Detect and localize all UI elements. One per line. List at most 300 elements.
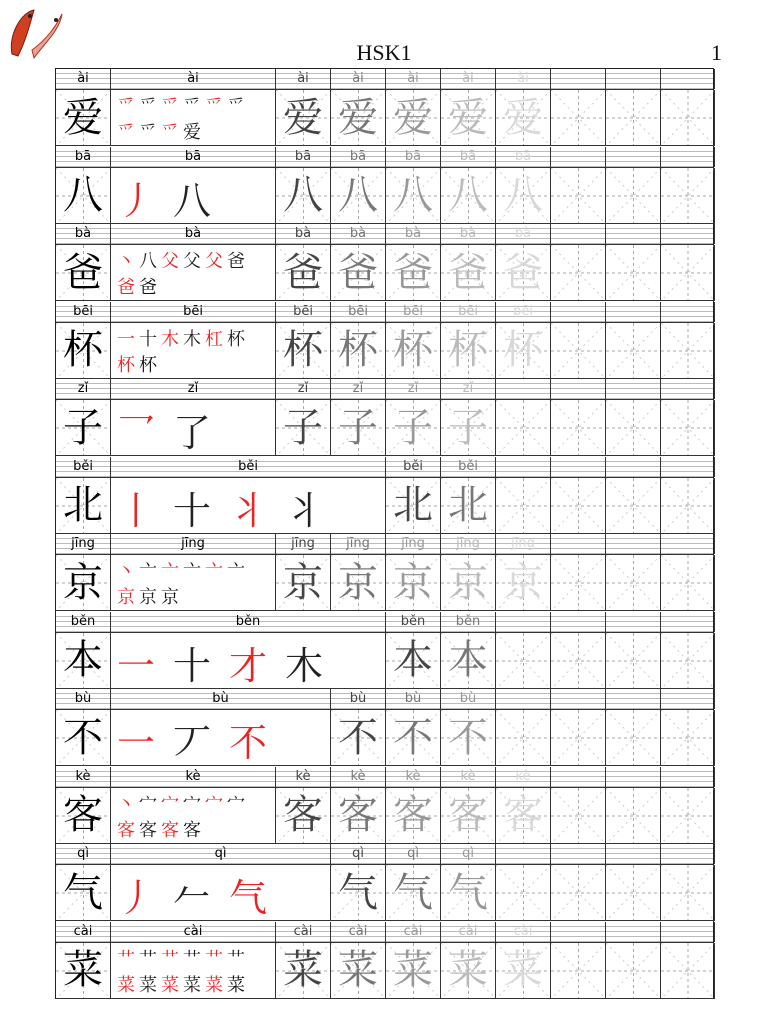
tracing-character: 气 (393, 869, 433, 916)
stroke-step: 一 (117, 721, 156, 765)
pinyin-blank[interactable] (606, 302, 661, 322)
stroke-step: 菜 (205, 974, 223, 996)
empty-writing-cell[interactable] (661, 633, 715, 689)
stroke-order-cell (111, 710, 331, 766)
tracing-cell (331, 245, 386, 301)
pinyin-label: běi (386, 457, 441, 477)
tracing-character: 杯 (338, 327, 378, 373)
empty-writing-cell[interactable] (606, 478, 661, 534)
tracing-character: 爸 (503, 249, 543, 296)
tracing-cell (386, 788, 441, 844)
pinyin-label: jīng (111, 534, 276, 554)
tracing-character: 爸 (448, 249, 488, 296)
pinyin-blank[interactable] (606, 457, 661, 477)
tracing-cell (386, 90, 441, 146)
stroke-step: 亠 (227, 561, 245, 582)
pinyin-blank[interactable] (551, 302, 606, 322)
stroke-step: 才 (229, 643, 268, 688)
pinyin-label: kè (386, 767, 441, 787)
empty-writing-cell[interactable] (551, 710, 606, 766)
empty-writing-cell[interactable] (606, 633, 661, 689)
pinyin-label: jīng (276, 534, 331, 554)
tracing-cell (441, 788, 496, 844)
practice-row (56, 922, 713, 999)
character-cell (56, 323, 111, 379)
stroke-step: 十 (173, 643, 212, 688)
tracing-character: 八 (503, 172, 543, 218)
tracing-character: 爱 (393, 94, 433, 141)
stroke-step: 客 (139, 819, 157, 841)
pinyin-blank[interactable] (551, 922, 606, 942)
pinyin-label: bà (441, 224, 496, 244)
stroke-order-cell (111, 323, 276, 379)
pinyin-blank[interactable] (551, 224, 606, 244)
practice-row (56, 224, 713, 301)
pinyin-blank[interactable] (606, 612, 661, 632)
pinyin-blank[interactable] (551, 457, 606, 477)
practice-row (56, 844, 713, 921)
tracing-cell (441, 943, 496, 999)
tracing-cell (331, 168, 386, 224)
stroke-step: 丿 (117, 876, 156, 920)
empty-writing-cell[interactable] (551, 865, 606, 921)
stroke-step: 爫 (117, 122, 135, 143)
model-character: 不 (63, 714, 103, 761)
empty-writing-cell[interactable] (661, 323, 715, 379)
empty-writing-cell[interactable] (551, 90, 606, 146)
stroke-step: 亠 (205, 561, 223, 582)
stroke-step: 杯 (117, 354, 135, 376)
pinyin-label: běi (441, 457, 496, 477)
practice-row (56, 147, 713, 224)
stroke-step: 父 (161, 251, 179, 272)
stroke-step: 宀 (139, 793, 157, 815)
pinyin-label: bù (111, 689, 331, 709)
pinyin-blank[interactable] (661, 457, 715, 477)
pinyin-blank[interactable] (496, 457, 551, 477)
pinyin-blank[interactable] (661, 224, 715, 244)
tracing-character: 客 (393, 792, 433, 838)
pinyin-blank[interactable] (661, 379, 715, 399)
pinyin-blank[interactable] (551, 689, 606, 709)
tracing-cell (441, 478, 496, 534)
tracing-character: 北 (448, 482, 488, 528)
model-character: 菜 (63, 947, 103, 993)
pinyin-label: cài (496, 922, 551, 942)
pinyin-label: bà (111, 224, 276, 244)
stroke-order-cell (111, 865, 331, 921)
pinyin-blank[interactable] (606, 69, 661, 89)
pinyin-label: jīng (56, 534, 111, 554)
tracing-character: 杯 (448, 327, 488, 373)
stroke-step: 菜 (117, 974, 135, 996)
tracing-cell (276, 555, 331, 611)
stroke-step: 艹 (205, 948, 223, 970)
tracing-cell (386, 943, 441, 999)
stroke-step: 艹 (161, 948, 179, 970)
tracing-cell (276, 245, 331, 301)
stroke-step: 爫 (205, 96, 223, 117)
tracing-cell (331, 710, 386, 766)
character-cell (56, 168, 111, 224)
pinyin-label: bù (386, 689, 441, 709)
pinyin-blank[interactable] (551, 612, 606, 632)
pinyin-label: cài (386, 922, 441, 942)
tracing-character: 本 (448, 637, 488, 683)
tracing-cell (386, 168, 441, 224)
tracing-cell (441, 400, 496, 456)
pinyin-label: jīng (496, 534, 551, 554)
stroke-order-cell (111, 478, 386, 534)
pinyin-blank[interactable] (661, 69, 715, 89)
empty-writing-cell[interactable] (606, 865, 661, 921)
empty-writing-cell[interactable] (606, 90, 661, 146)
character-cell (56, 245, 111, 301)
tracing-cell (386, 478, 441, 534)
stroke-step: 亠 (139, 561, 157, 582)
tracing-character: 爱 (503, 94, 543, 141)
tracing-character: 八 (393, 172, 433, 218)
empty-writing-cell[interactable] (661, 90, 715, 146)
pinyin-label: kè (496, 767, 551, 787)
pinyin-label: bēi (276, 302, 331, 322)
tracing-character: 爱 (448, 94, 488, 141)
empty-writing-cell[interactable] (606, 710, 661, 766)
tracing-character: 子 (338, 404, 378, 451)
tracing-cell (331, 555, 386, 611)
empty-writing-cell[interactable] (551, 478, 606, 534)
empty-writing-cell[interactable] (551, 323, 606, 379)
tracing-cell (331, 943, 386, 999)
pinyin-label: jīng (386, 534, 441, 554)
pinyin-label: bā (111, 147, 276, 167)
stroke-step: 客 (117, 819, 135, 841)
tracing-cell (496, 168, 551, 224)
pinyin-label: bēi (111, 302, 276, 322)
page-number: 1 (711, 40, 722, 65)
empty-writing-cell[interactable] (661, 555, 715, 611)
tracing-cell (496, 788, 551, 844)
tracing-cell (276, 168, 331, 224)
pinyin-blank[interactable] (661, 147, 715, 167)
stroke-order-cell (111, 788, 276, 844)
tracing-cell (386, 865, 441, 921)
practice-row (56, 767, 713, 844)
pinyin-label: bù (56, 689, 111, 709)
pinyin-label: bā (56, 147, 111, 167)
pinyin-blank[interactable] (606, 767, 661, 787)
tracing-cell (496, 245, 551, 301)
character-cell (56, 865, 111, 921)
pinyin-label: ài (441, 69, 496, 89)
pinyin-label: bù (441, 689, 496, 709)
tracing-character: 京 (338, 559, 378, 606)
tracing-character: 京 (503, 559, 543, 606)
pinyin-blank[interactable] (496, 612, 551, 632)
pinyin-blank[interactable] (606, 534, 661, 554)
stroke-step: 了 (173, 411, 212, 455)
model-character: 爸 (63, 249, 103, 296)
empty-writing-cell[interactable] (551, 555, 606, 611)
empty-writing-cell[interactable] (661, 400, 715, 456)
pinyin-label: cài (56, 922, 111, 942)
empty-writing-cell[interactable] (606, 168, 661, 224)
tracing-character: 客 (503, 792, 543, 838)
pinyin-blank[interactable] (661, 302, 715, 322)
pinyin-label: kè (56, 767, 111, 787)
tracing-cell (276, 323, 331, 379)
stroke-step: 木 (183, 328, 201, 350)
pinyin-label: bù (331, 689, 386, 709)
empty-writing-cell[interactable] (661, 168, 715, 224)
tracing-character: 菜 (338, 947, 378, 993)
pinyin-blank[interactable] (661, 922, 715, 942)
pinyin-label: qì (111, 844, 331, 864)
stroke-step: 八 (139, 251, 157, 272)
stroke-step: 八 (173, 178, 212, 223)
pinyin-label: bà (56, 224, 111, 244)
model-character: 本 (63, 637, 103, 683)
practice-row (56, 379, 713, 456)
empty-writing-cell[interactable] (661, 478, 715, 534)
pinyin-label: qì (441, 844, 496, 864)
pinyin-blank[interactable] (606, 922, 661, 942)
tracing-cell (496, 943, 551, 999)
empty-writing-cell[interactable] (661, 245, 715, 301)
tracing-cell (386, 710, 441, 766)
stroke-step: 爸 (117, 277, 135, 298)
pinyin-blank[interactable] (661, 767, 715, 787)
empty-writing-cell[interactable] (606, 943, 661, 999)
stroke-step: 宀 (227, 793, 245, 815)
stroke-step: 爫 (183, 96, 201, 117)
model-character: 京 (63, 559, 103, 606)
pinyin-label: cài (276, 922, 331, 942)
tracing-character: 爱 (338, 94, 378, 141)
empty-writing-cell[interactable] (551, 168, 606, 224)
tracing-character: 本 (393, 637, 433, 683)
stroke-step: 艹 (139, 948, 157, 970)
stroke-step: 菜 (139, 974, 157, 996)
practice-row (56, 457, 713, 534)
model-character: 子 (63, 404, 103, 451)
tracing-cell (386, 323, 441, 379)
tracing-character: 八 (283, 172, 323, 218)
stroke-step: 父 (183, 251, 201, 272)
pinyin-blank[interactable] (551, 844, 606, 864)
empty-writing-cell[interactable] (606, 400, 661, 456)
stroke-step: 丶 (117, 251, 135, 272)
character-cell (56, 633, 111, 689)
empty-writing-cell[interactable] (551, 943, 606, 999)
tracing-character: 爸 (393, 249, 433, 296)
pinyin-blank[interactable] (606, 379, 661, 399)
stroke-step: 爫 (161, 122, 179, 143)
pinyin-blank[interactable] (661, 689, 715, 709)
empty-writing-cell[interactable] (661, 788, 715, 844)
empty-writing-cell[interactable] (661, 865, 715, 921)
empty-writing-cell[interactable] (551, 245, 606, 301)
tracing-cell (386, 245, 441, 301)
tracing-cell (276, 788, 331, 844)
tracing-cell (331, 788, 386, 844)
pinyin-blank[interactable] (551, 69, 606, 89)
empty-writing-cell[interactable] (551, 633, 606, 689)
pinyin-label: bā (331, 147, 386, 167)
stroke-order-cell (111, 555, 276, 611)
tracing-character: 不 (448, 714, 488, 761)
pinyin-blank[interactable] (551, 379, 606, 399)
stroke-step: 客 (161, 819, 179, 841)
pinyin-blank[interactable] (496, 844, 551, 864)
practice-row (56, 612, 713, 689)
pinyin-blank[interactable] (606, 689, 661, 709)
practice-row (56, 69, 713, 146)
tracing-cell (331, 400, 386, 456)
stroke-step: 丆 (173, 721, 212, 765)
tracing-character: 八 (338, 172, 378, 218)
pinyin-label: zǐ (56, 379, 111, 399)
pinyin-blank[interactable] (551, 767, 606, 787)
stroke-step: 爱 (183, 122, 201, 143)
pinyin-blank[interactable] (551, 147, 606, 167)
character-cell (56, 478, 111, 534)
pinyin-label: qì (56, 844, 111, 864)
tracing-character: 菜 (283, 947, 323, 993)
pinyin-label: bēi (441, 302, 496, 322)
pinyin-label: ài (276, 69, 331, 89)
empty-writing-cell[interactable] (661, 710, 715, 766)
empty-writing-cell[interactable] (551, 788, 606, 844)
tracing-cell (441, 245, 496, 301)
stroke-step: 京 (117, 587, 135, 608)
tracing-character: 杯 (503, 327, 543, 373)
pinyin-label: cài (331, 922, 386, 942)
tracing-character: 爸 (283, 249, 323, 296)
stroke-step: 一 (117, 328, 135, 350)
empty-writing-cell[interactable] (496, 478, 551, 534)
stroke-order-cell (111, 633, 386, 689)
stroke-step: 菜 (183, 974, 201, 996)
pinyin-label: ài (331, 69, 386, 89)
stroke-step: 丨 (117, 488, 156, 533)
tracing-cell (276, 90, 331, 146)
stroke-step: 木 (285, 643, 324, 688)
character-cell (56, 400, 111, 456)
empty-writing-cell[interactable] (606, 555, 661, 611)
tracing-character: 爱 (283, 94, 323, 141)
stroke-step: 𠂉 (173, 876, 212, 920)
tracing-character: 爸 (338, 249, 378, 296)
empty-writing-cell[interactable] (496, 633, 551, 689)
tracing-cell (441, 168, 496, 224)
stroke-step: 十 (139, 328, 157, 350)
tracing-cell (276, 400, 331, 456)
pinyin-blank[interactable] (661, 534, 715, 554)
pinyin-label: bā (496, 147, 551, 167)
empty-writing-cell[interactable] (606, 323, 661, 379)
tracing-character: 菜 (393, 947, 433, 993)
pinyin-label: ài (386, 69, 441, 89)
empty-writing-cell[interactable] (496, 400, 551, 456)
tracing-character: 菜 (448, 947, 488, 993)
tracing-character: 气 (338, 869, 378, 916)
stroke-step: 十 (173, 488, 212, 533)
tracing-character: 杯 (283, 327, 323, 373)
stroke-order-cell (111, 168, 276, 224)
pinyin-blank[interactable] (496, 379, 551, 399)
stroke-step: 亠 (161, 561, 179, 582)
tracing-character: 子 (448, 404, 488, 451)
tracing-character: 不 (338, 714, 378, 761)
pinyin-label: bēi (386, 302, 441, 322)
empty-writing-cell[interactable] (606, 788, 661, 844)
stroke-order-cell (111, 90, 276, 146)
tracing-cell (496, 323, 551, 379)
stroke-step: 爫 (161, 96, 179, 117)
pinyin-label: běi (111, 457, 386, 477)
stroke-step: 杯 (227, 328, 245, 350)
pinyin-label: bà (331, 224, 386, 244)
stroke-step: 爸 (227, 251, 245, 272)
empty-writing-cell[interactable] (661, 943, 715, 999)
character-cell (56, 90, 111, 146)
pinyin-label: kè (331, 767, 386, 787)
empty-writing-cell[interactable] (551, 400, 606, 456)
pinyin-blank[interactable] (606, 224, 661, 244)
tracing-cell (441, 710, 496, 766)
character-cell (56, 555, 111, 611)
character-cell (56, 710, 111, 766)
stroke-step: 丶 (117, 561, 135, 582)
pinyin-label: ài (56, 69, 111, 89)
stroke-order-cell (111, 400, 276, 456)
stroke-order-cell (111, 943, 276, 999)
tracing-cell (331, 323, 386, 379)
empty-writing-cell[interactable] (606, 245, 661, 301)
tracing-character: 子 (283, 404, 323, 451)
stroke-step: 艹 (117, 948, 135, 970)
pinyin-label: kè (276, 767, 331, 787)
pinyin-blank[interactable] (661, 612, 715, 632)
model-character: 爱 (63, 94, 103, 141)
pinyin-label: bà (386, 224, 441, 244)
practice-row (56, 534, 713, 611)
pinyin-blank[interactable] (496, 689, 551, 709)
pinyin-blank[interactable] (661, 844, 715, 864)
tracing-cell (496, 90, 551, 146)
tracing-character: 京 (448, 559, 488, 606)
practice-sheet (55, 68, 714, 999)
stroke-step: 气 (229, 876, 268, 920)
tracing-cell (386, 633, 441, 689)
empty-writing-cell[interactable] (496, 865, 551, 921)
pinyin-blank[interactable] (551, 534, 606, 554)
tracing-cell (441, 555, 496, 611)
pinyin-label: zǐ (276, 379, 331, 399)
pinyin-blank[interactable] (606, 844, 661, 864)
model-character: 客 (63, 792, 103, 838)
tracing-character: 客 (448, 792, 488, 838)
pinyin-blank[interactable] (606, 147, 661, 167)
stroke-step: 爫 (117, 96, 135, 117)
tracing-cell (386, 555, 441, 611)
tracing-cell (441, 90, 496, 146)
pinyin-label: bā (441, 147, 496, 167)
stroke-step: 宀 (161, 793, 179, 815)
practice-row (56, 689, 713, 766)
empty-writing-cell[interactable] (496, 710, 551, 766)
